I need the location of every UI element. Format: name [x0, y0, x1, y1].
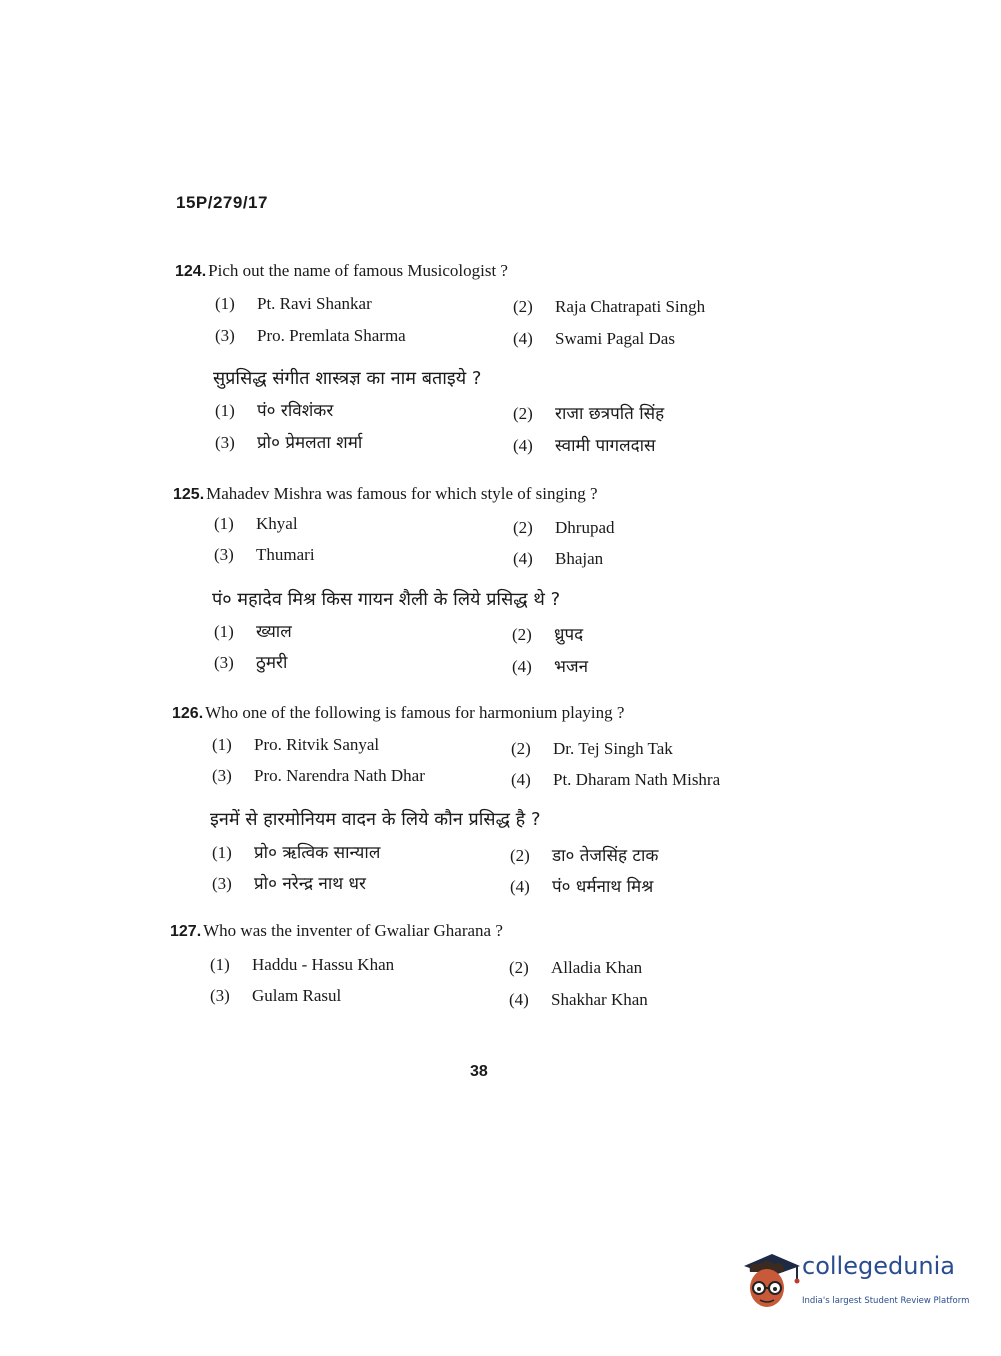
- option: [212, 766, 425, 786]
- option-number: (4): [513, 329, 533, 348]
- hindi-option: [214, 619, 292, 642]
- hindi-option: [214, 650, 287, 673]
- collegedunia-watermark: [740, 1248, 970, 1318]
- option-text: Alladia Khan: [551, 958, 643, 977]
- option: [214, 545, 315, 565]
- option-number: (1): [210, 955, 230, 974]
- option-text: Haddu - Hassu Khan: [252, 955, 395, 974]
- option: [511, 739, 673, 759]
- hindi-option: [512, 622, 583, 645]
- option-text: स्वामी पागलदास: [555, 436, 656, 456]
- option: [215, 326, 406, 346]
- question-text: [175, 261, 508, 281]
- option-number: (1): [214, 622, 234, 641]
- option-text: Dr. Tej Singh Tak: [553, 739, 673, 758]
- option-number: (2): [513, 297, 533, 316]
- option: [210, 986, 341, 1006]
- option-text: Dhrupad: [555, 518, 615, 537]
- hindi-option: [215, 398, 333, 421]
- hindi-option: [510, 874, 653, 897]
- option-number: (3): [210, 986, 230, 1005]
- option-text: Raja Chatrapati Singh: [555, 297, 706, 316]
- question-number: 125.: [173, 486, 205, 503]
- option: [513, 297, 705, 317]
- option-number: (4): [511, 770, 531, 789]
- option-number: (4): [510, 877, 530, 896]
- question-text: [172, 703, 624, 723]
- option-number: (4): [513, 549, 533, 568]
- option-text: Pt. Dharam Nath Mishra: [553, 770, 721, 789]
- option-number: (2): [511, 739, 531, 758]
- option-text: पं० धर्मनाथ मिश्र: [552, 877, 654, 897]
- option-number: (2): [509, 958, 529, 977]
- option-text: Thumari: [256, 545, 315, 564]
- option-text: Gulam Rasul: [252, 986, 342, 1005]
- hindi-question: सुप्रसिद्ध संगीत शास्त्रज्ञ का नाम बताइये ?: [213, 368, 482, 389]
- question-prompt: Mahadev Mishra was famous for which style of singing ?: [206, 484, 598, 503]
- option: [513, 549, 603, 569]
- hindi-option: [510, 843, 658, 866]
- option-number: (3): [212, 874, 232, 893]
- option-number: (3): [212, 766, 232, 785]
- option-text: भजन: [554, 657, 588, 677]
- option-number: (2): [513, 404, 533, 423]
- option-text: ख्याल: [256, 622, 292, 642]
- option-number: (1): [215, 401, 235, 420]
- option: [214, 514, 298, 534]
- option: [215, 294, 372, 314]
- option-text: डा० तेजसिंह टाक: [552, 846, 659, 866]
- option: [210, 955, 394, 975]
- question-number: 127.: [170, 923, 202, 940]
- option-number: (1): [212, 843, 232, 862]
- hindi-question: पं० महादेव मिश्र किस गायन शैली के लिये प्रसिद्ध थे ?: [212, 589, 561, 610]
- option-text: Khyal: [256, 514, 298, 533]
- option-text: Pro. Narendra Nath Dhar: [254, 766, 425, 785]
- option-text: पं० रविशंकर: [257, 401, 334, 421]
- option: [212, 735, 379, 755]
- question-prompt: Who one of the following is famous for harmonium playing ?: [205, 703, 625, 722]
- hindi-question: इनमें से हारमोनियम वादन के लिये कौन प्रसिद्ध है ?: [210, 809, 541, 830]
- option-text: प्रो० प्रेमलता शर्मा: [257, 433, 363, 453]
- question-number: 124.: [175, 263, 207, 280]
- option-number: (1): [212, 735, 232, 754]
- hindi-option: [212, 840, 380, 863]
- option-text: प्रो० नरेन्द्र नाथ धर: [254, 874, 366, 894]
- hindi-option: [215, 430, 362, 453]
- question-prompt: Pich out the name of famous Musicologist ?: [208, 261, 508, 280]
- option-number: (1): [215, 294, 235, 313]
- mascot-logo-icon: [740, 1248, 802, 1312]
- option-number: (2): [512, 625, 532, 644]
- page-number: 38: [470, 1063, 488, 1080]
- page-code: 15P/279/17: [176, 193, 268, 212]
- option-text: Pro. Premlata Sharma: [257, 326, 406, 345]
- option-number: (3): [215, 433, 235, 452]
- option-number: (2): [510, 846, 530, 865]
- option-text: Swami Pagal Das: [555, 329, 675, 348]
- option-number: (4): [509, 990, 529, 1009]
- option-number: (2): [513, 518, 533, 537]
- option-text: राजा छत्रपति सिंह: [555, 404, 665, 424]
- option-text: Pt. Ravi Shankar: [257, 294, 372, 313]
- hindi-option: [513, 433, 656, 456]
- question-text: [173, 484, 598, 504]
- option-number: (3): [214, 653, 234, 672]
- question-text: [170, 921, 503, 941]
- option-number: (3): [215, 326, 235, 345]
- option-number: (4): [512, 657, 532, 676]
- brand-tagline: India's largest Student Review Platform: [802, 1296, 970, 1306]
- option-text: Bhajan: [555, 549, 604, 568]
- option: [509, 990, 648, 1010]
- option: [511, 770, 720, 790]
- brand-name: collegedunia: [802, 1252, 956, 1280]
- option-number: (3): [214, 545, 234, 564]
- option-text: Shakhar Khan: [551, 990, 648, 1009]
- option-text: Pro. Ritvik Sanyal: [254, 735, 380, 754]
- question-prompt: Who was the inventer of Gwaliar Gharana ?: [203, 921, 503, 940]
- option-text: ध्रुपद: [554, 625, 584, 645]
- option-text: ठुमरी: [256, 653, 288, 673]
- option: [509, 958, 642, 978]
- option-text: प्रो० ऋत्विक सान्याल: [254, 843, 381, 863]
- option: [513, 518, 614, 538]
- hindi-option: [513, 401, 664, 424]
- question-number: 126.: [172, 705, 204, 722]
- option-number: (1): [214, 514, 234, 533]
- hindi-option: [512, 654, 588, 677]
- option-number: (4): [513, 436, 533, 455]
- option: [513, 329, 675, 349]
- hindi-option: [212, 871, 366, 894]
